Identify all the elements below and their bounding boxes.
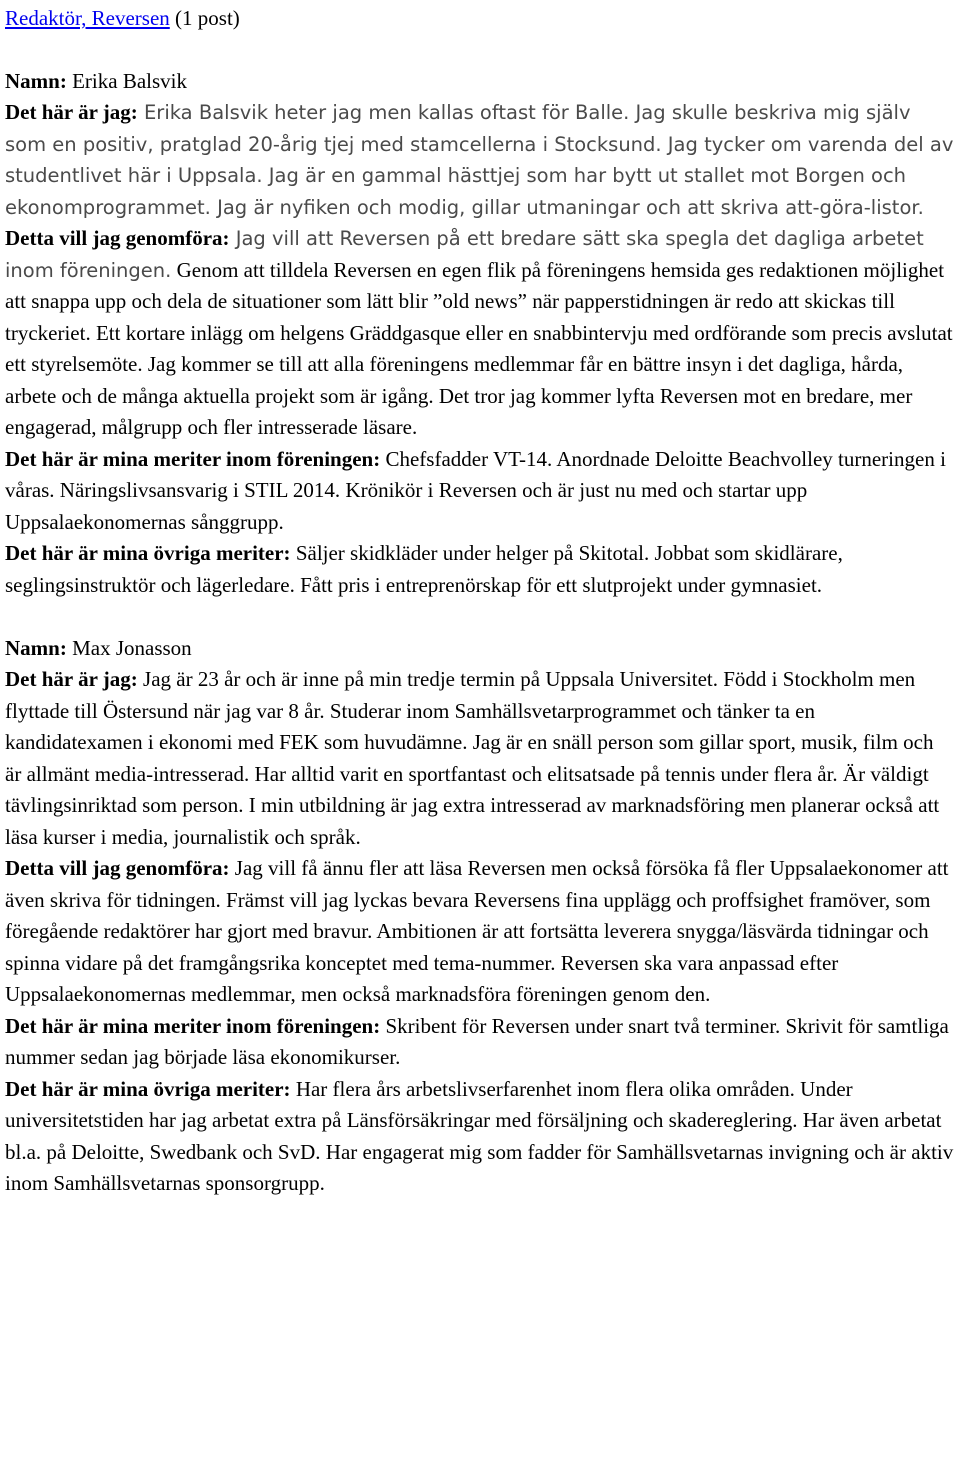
other-merits-paragraph [5, 1074, 955, 1200]
other-merits-paragraph [5, 538, 955, 601]
merits-text: Skribent för Reversen under snart två terminer. Skrivit för samtliga nummer sedan jag började läsa ekonomikurser. [5, 1013, 949, 1069]
page-heading [5, 3, 955, 35]
candidate-name: Max Jonasson [66, 635, 192, 660]
candidate-name: Erika Balsvik [66, 68, 187, 93]
candidate-section [5, 633, 955, 1200]
merits-label: Det här är mina meriter inom föreningen: [5, 1013, 381, 1038]
merits-paragraph [5, 1011, 955, 1074]
goals-text-grey: Jag vill att Reversen på ett bredare sätt ska spegla det dagliga arbetet inom föreningen. [5, 227, 924, 282]
merits-paragraph [5, 444, 955, 539]
goals-paragraph [5, 853, 955, 1011]
candidate-name-row [5, 633, 955, 665]
about-label: Det här är jag: [5, 100, 138, 124]
merits-label: Det här är mina meriter inom föreningen: [5, 446, 381, 471]
other-merits-label: Det här är mina övriga meriter: [5, 1076, 291, 1101]
other-merits-text: Säljer skidkläder under helger på Skitotal. Jobbat som skidlärare, seglingsinstruktör och lägerledare. Fått pris i entreprenörskap för ett slutprojekt under gymnasiet. [5, 541, 843, 597]
other-merits-label: Det här är mina övriga meriter: [5, 541, 291, 565]
position-count: (1 post) [169, 6, 240, 30]
candidate-name-row [5, 66, 955, 98]
goals-text: Jag vill få ännu fler att läsa Reversen men också försöka få fler Uppsalaekonomer att även skriva för tidningen. Främst vill jag lyckas bevara Reversens fina upplägg och proffsighet framöver, som föregående redaktörer har gjort med bravur. Ambitionen är att fortsätta leverera snygga/läsvärda tidningar och spinna vidare på det framgångsrika konceptet med tema-nummer. Reversen ska vara anpassad efter Uppsalaekonomernas medlemmar, men också marknadsföra föreningen genom den. [5, 856, 949, 1006]
about-paragraph [5, 664, 955, 853]
about-text: Erika Balsvik heter jag men kallas oftast för Balle. Jag skulle beskriva mig själv som en positiv, pratglad 20-årig tjej med stamcellerna i Stocksund. Jag tycker om varenda del av studentlivet här i Uppsala. Jag är en gammal hästtjej som har bytt ut stallet mot Borgen och ekonomprogrammet. Jag är nyfiken och modig, gillar utmaningar och att skriva att-göra-listor. [5, 101, 954, 219]
merits-text: Chefsfadder VT-14. Anordnade Deloitte Beachvolley turneringen i våras. Näringslivsansvarig i STIL 2014. Krönikör i Reversen och är just nu med och startar upp Uppsalaekonomernas sånggrupp. [5, 446, 946, 534]
about-paragraph [5, 97, 955, 223]
name-label: Namn: [5, 635, 67, 660]
other-merits-text: Har flera års arbetslivserfarenhet inom flera olika områden. Under universitetstiden har jag arbetat extra på Länsförsäkringar med försäljning och skadereglering. Har även arbetat bl.a. på Deloitte, Swedbank och SvD. Har engagerat mig som fadder för Samhällsvetarnas invigning och är aktiv inom Samhällsvetarnas sponsorgrupp. [5, 1076, 954, 1195]
position-title-link[interactable]: Redaktör, Reversen [5, 6, 170, 30]
candidate-section [5, 66, 955, 602]
goals-text: Genom att tilldela Reversen en egen flik på föreningens hemsida ges redaktionen möjlighet att snappa upp och dela de situationer som lätt blir ”old news” när papperstidningen är redo att skickas till tryckeriet. Ett kortare inlägg om helgens Gräddgasque eller en snabbintervju med ordförande som precis avslutat ett styrelsemöte. Jag kommer se till att alla föreningens medlemmar får en bättre insyn i det dagliga, hårda, arbete och de många aktuella projekt som är igång. Det tror jag kommer lyfta Reversen mot en bredare, mer engagerad, målgrupp och fler intresserade läsare. [5, 257, 953, 439]
about-text: Jag är 23 år och är inne på min tredje termin på Uppsala Universitet. Född i Stockholm men flyttade till Östersund när jag var 8 år. Studerar inom Samhällsvetarprogrammet och tänker ta en kandidatexamen i ekonomi med FEK som huvudämne. Jag är en snäll person som gillar sport, musik, film och är allmänt media-intresserad. Har alltid varit en sportfantast och elitsatsade på tennis under flera år. Är väldigt tävlingsinriktad som person. I min utbildning är jag extra intresserad av marknadsföring men planerar också att läsa kurser i media, journalistik och språk. [5, 667, 940, 849]
name-label: Namn: [5, 68, 67, 93]
goals-paragraph [5, 223, 955, 444]
goals-label: Detta vill jag genomföra: [5, 226, 230, 250]
section-spacer [5, 601, 955, 633]
goals-label: Detta vill jag genomföra: [5, 856, 230, 880]
about-label: Det här är jag: [5, 667, 138, 691]
